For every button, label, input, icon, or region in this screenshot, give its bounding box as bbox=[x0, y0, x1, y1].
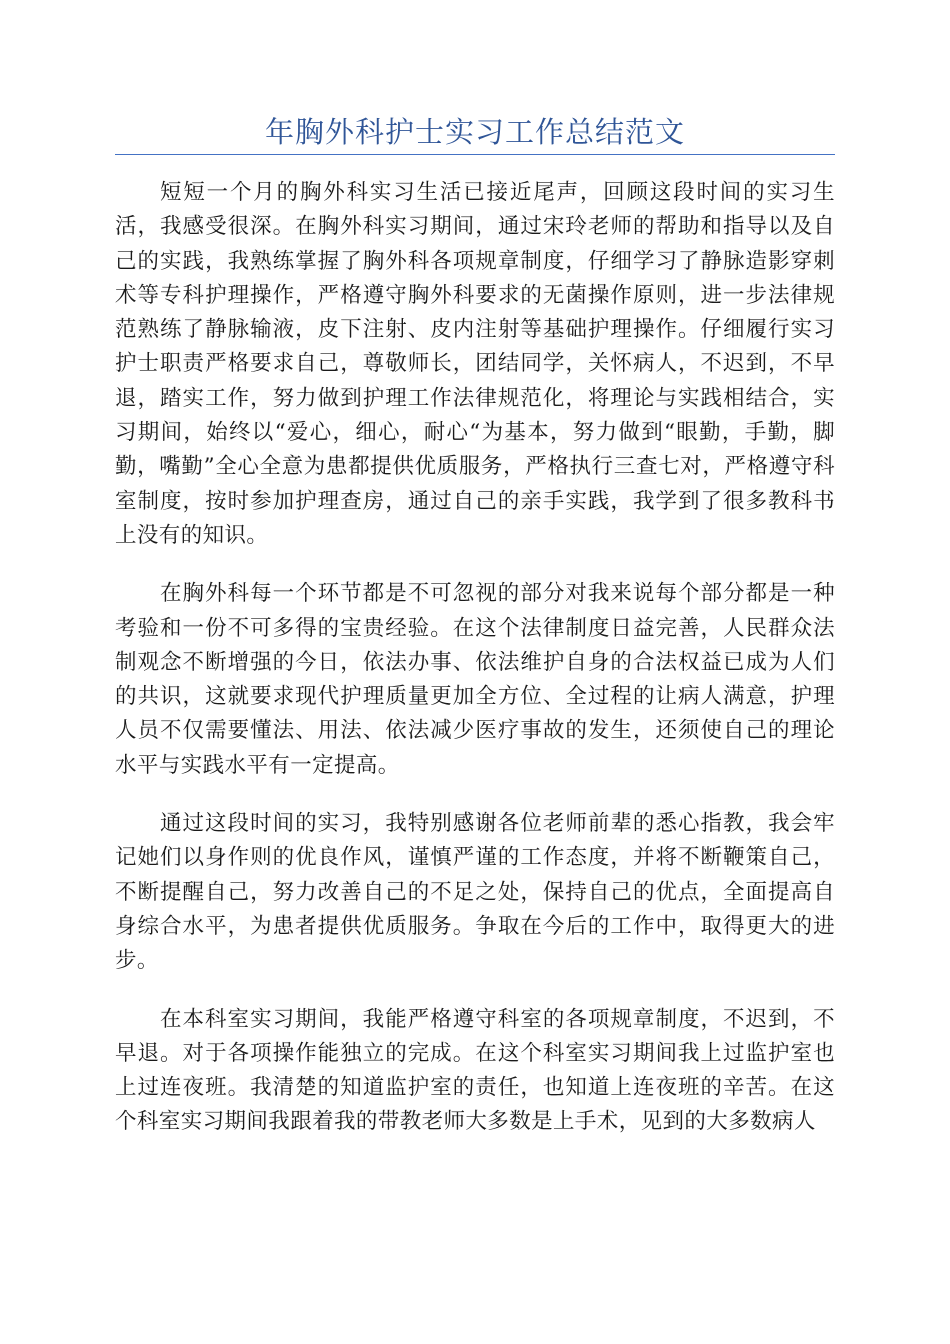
document-title: 年胸外科护士实习工作总结范文 bbox=[264, 115, 685, 149]
paragraph-3: 通过这段时间的实习，我特别感谢各位老师前辈的悉心指教，我会牢记她们以身作则的优良作风，谨慎严谨的工作态度，并将不断鞭策自己，不断提醒自己，努力改善自己的不足之处，保持自己的优点，全面提高自身综合水平，为患者提供优质服务。争取在今后的工作中，取得更大的进步。 bbox=[115, 811, 835, 974]
paragraph-2: 在胸外科每一个环节都是不可忽视的部分对我来说每个部分都是一种考验和一份不可多得的宝贵经验。在这个法律制度日益完善，人民群众法制观念不断增强的今日，依法办事、依法维护自身的合法权益已成为人们的共识，这就要求现代护理质量更加全方位、全过程的让病人满意，护理人员不仅需要懂法、用法、依法减少医疗事故的发生，还须使自己的理论水平与实践水平有一定提高。 bbox=[115, 581, 835, 778]
document-body bbox=[115, 176, 835, 1164]
paragraph-4: 在本科室实习期间，我能严格遵守科室的各项规章制度，不迟到，不早退。对于各项操作能独立的完成。在这个科室实习期间我上过监护室也上过连夜班。我清楚的知道监护室的责任，也知道上连夜班的辛苦。在这个科室实习期间我跟着我的带教老师大多数是上手术，见到的大多数病人 bbox=[115, 1006, 835, 1135]
paragraph-1: 短短一个月的胸外科实习生活已接近尾声，回顾这段时间的实习生活，我感受很深。在胸外科实习期间，通过宋玲老师的帮助和指导以及自己的实践，我熟练掌握了胸外科各项规章制度，仔细学习了静脉造影穿刺术等专科护理操作，严格遵守胸外科要求的无菌操作原则，进一步法律规范熟练了静脉输液，皮下注射、皮内注射等基础护理操作。仔细履行实习护士职责严格要求自己，尊敬师长，团结同学，关怀病人，不迟到，不早退，踏实工作，努力做到护理工作法律规范化，将理论与实践相结合，实习期间，始终以“爱心，细心，耐心“为基本，努力做到“眼勤，手勤，脚勤，嘴勤”全心全意为患都提供优质服务，严格执行三查七对，严格遵守科室制度，按时参加护理查房，通过自己的亲手实践，我学到了很多教科书上没有的知识。 bbox=[115, 180, 835, 548]
title-underline bbox=[115, 154, 835, 155]
